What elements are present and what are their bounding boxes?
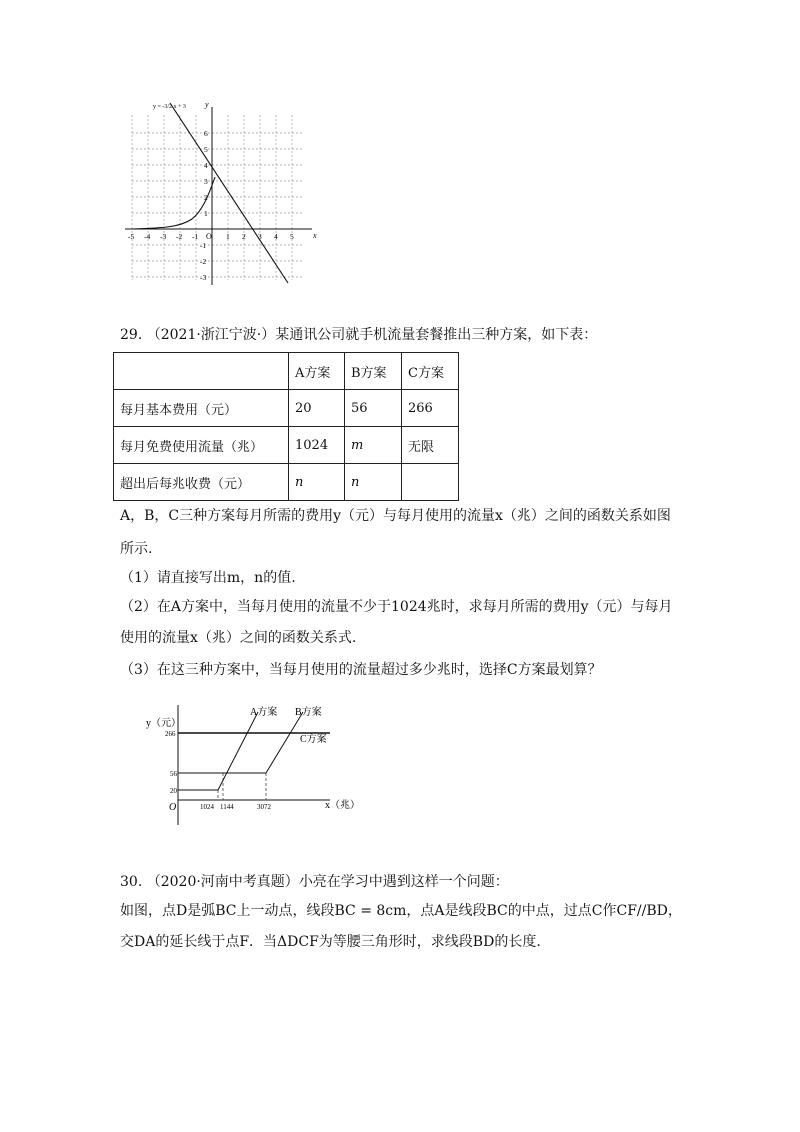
table-row: [114, 390, 459, 427]
equation-label: y = -3/2 x + 3: [153, 104, 186, 110]
q29-source: （2021·浙江宁波·）: [146, 327, 276, 343]
y-axis-label: y: [205, 100, 209, 109]
q29-heading: [120, 325, 597, 345]
q30-intro: 小亮在学习中遇到这样一个问题：: [298, 874, 509, 890]
svg-text:1144: 1144: [220, 803, 234, 811]
svg-text:1: 1: [226, 232, 230, 241]
q30-line2: 交DA的延长线于点F．当ΔDCF为等腰三角形时，求线段BD的长度.: [120, 934, 541, 950]
table-cell: [402, 464, 459, 501]
table-cell: 1024: [289, 427, 345, 464]
table-cell: A方案: [289, 353, 345, 390]
function-graph-1: [120, 95, 325, 290]
svg-text:3: 3: [204, 177, 208, 186]
svg-text:-1: -1: [192, 232, 199, 241]
linear-function-line: [170, 103, 288, 283]
table-header-row: [114, 353, 459, 390]
table-cell: 每月免费使用流量（兆）: [114, 427, 289, 464]
q30-line1: 如图，点D是弧BC上一动点，线段BC = 8cm，点A是线段BC的中点，过点C作CF//BD，: [120, 903, 682, 919]
svg-text:-2: -2: [176, 232, 183, 241]
x-tick-labels: [200, 803, 272, 811]
line-label-c: C方案: [300, 734, 327, 745]
svg-text:-2: -2: [200, 257, 207, 266]
q29-part2-line2: 使用的流量x（兆）之间的函数关系式.: [120, 630, 357, 646]
plan-table: [113, 352, 459, 501]
line-label-b: B方案: [295, 707, 322, 718]
table-cell: 每月基本费用（元）: [114, 390, 289, 427]
svg-text:-3: -3: [200, 273, 207, 282]
q29-desc-line2: 所示.: [120, 541, 153, 557]
table-cell: C方案: [402, 353, 459, 390]
table-cell: 无限: [402, 427, 459, 464]
svg-text:5: 5: [290, 232, 294, 241]
q29-part2-line1: （2）在A方案中，当每月使用的流量不少于1024兆时，求每月所需的费用y（元）与每月: [120, 599, 673, 615]
q30-number: 30.: [120, 874, 143, 890]
table-cell: 266: [402, 390, 459, 427]
table-cell: m: [345, 427, 402, 464]
q29-number: 29.: [120, 327, 143, 343]
q29-intro: 某通讯公司就手机流量套餐推出三种方案，如下表：: [275, 327, 598, 343]
svg-text:4: 4: [274, 232, 278, 241]
q30-source: （2020·河南中考真题）: [146, 874, 299, 890]
y-tick-labels: [165, 730, 178, 795]
svg-text:5: 5: [204, 145, 208, 154]
svg-text:2: 2: [204, 193, 208, 202]
table-cell: 超出后每兆收费（元）: [114, 464, 289, 501]
x-axis-label: x（兆）: [325, 800, 360, 811]
svg-text:2: 2: [242, 232, 246, 241]
svg-text:4: 4: [204, 161, 208, 170]
origin-label: O: [206, 232, 212, 241]
svg-text:1: 1: [204, 209, 208, 218]
q29-desc-line1: A，B，C三种方案每月所需的费用y（元）与每月使用的流量x（兆）之间的函数关系如图: [120, 508, 671, 524]
x-axis-label: x: [313, 231, 317, 240]
q29-part3: （3）在这三种方案中，当每月使用的流量超过多少兆时，选择C方案最划算？: [120, 662, 602, 678]
table-cell: [114, 353, 289, 390]
svg-text:56: 56: [170, 770, 177, 778]
table-cell: B方案: [345, 353, 402, 390]
plan-cost-graph: [140, 700, 380, 830]
svg-text:-3: -3: [160, 232, 167, 241]
table-cell: n: [289, 464, 345, 501]
table-cell: 56: [345, 390, 402, 427]
svg-text:3072: 3072: [257, 803, 271, 811]
svg-text:266: 266: [165, 730, 176, 738]
grid: [132, 115, 302, 280]
plan-b-line: [178, 712, 303, 773]
y-tick-labels: [200, 129, 208, 282]
svg-text:1024: 1024: [200, 803, 214, 811]
y-axis-label: y（元）: [146, 718, 181, 729]
svg-text:-4: -4: [144, 232, 151, 241]
svg-text:20: 20: [170, 787, 177, 795]
table-cell: n: [345, 464, 402, 501]
line-label-a: A方案: [250, 707, 278, 718]
svg-text:3: 3: [258, 232, 262, 241]
q30-heading: [120, 872, 509, 892]
table-row: [114, 464, 459, 501]
table-row: [114, 427, 459, 464]
plan-a-line: [178, 712, 258, 790]
svg-text:-1: -1: [200, 241, 207, 250]
origin-label: O: [169, 802, 177, 813]
curve: [132, 177, 215, 229]
table-cell: 20: [289, 390, 345, 427]
q29-part1: （1）请直接写出m，n的值.: [120, 570, 296, 586]
svg-text:6: 6: [204, 129, 208, 138]
svg-text:-5: -5: [128, 232, 135, 241]
